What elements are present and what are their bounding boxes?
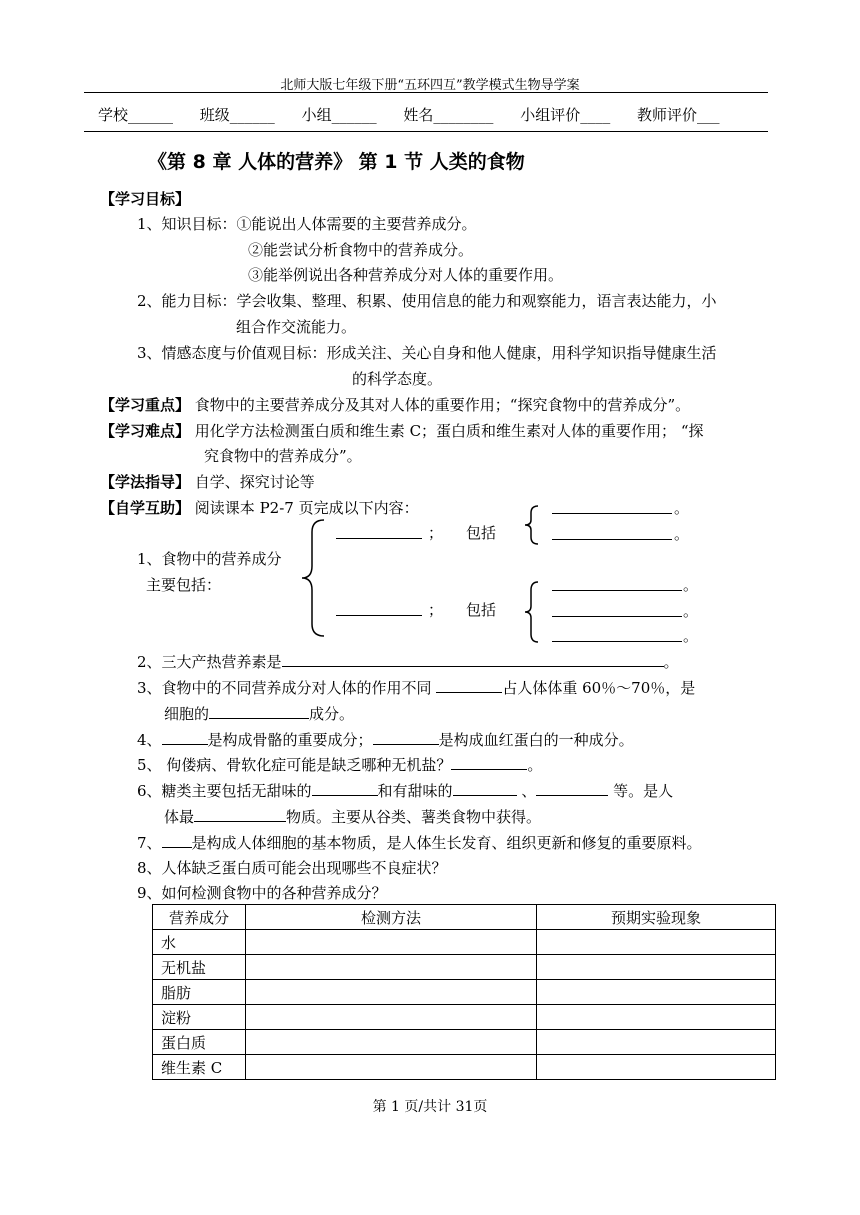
q1-dot-1: 。 [674, 499, 690, 517]
class-field[interactable]: 班级______ [199, 106, 275, 124]
goal-1c: ③能举例说出各种营养成分对人体的重要作用。 [248, 266, 564, 284]
student-info-row [98, 104, 742, 125]
q7 [137, 832, 702, 853]
name-field[interactable]: 姓名________ [403, 106, 494, 124]
header-phenomenon: 预期实验现象 [537, 905, 776, 930]
difficult-heading: 【学习难点】 [100, 422, 191, 440]
goal-2b: 组合作交流能力。 [236, 318, 357, 336]
row-label: 脂肪 [153, 980, 246, 1005]
q5-text: 5、 佝偻病、骨软化症可能是缺乏哪种无机盐？ [137, 756, 452, 774]
q1-text: 1、食物中的营养成分 [137, 550, 282, 568]
phenomenon-cell[interactable] [537, 1055, 776, 1080]
q1-sub-blank-5[interactable] [552, 641, 682, 642]
q4-text-c: 是构成血红蛋白的一种成分。 [438, 731, 634, 749]
q5 [137, 754, 542, 775]
table-row [153, 1055, 776, 1080]
row-label: 无机盐 [153, 955, 246, 980]
q6-text-b: 和有甜味的 [377, 782, 453, 800]
method-cell[interactable] [246, 980, 537, 1005]
q3-blank-2[interactable] [209, 704, 309, 719]
q1-text-b: 主要包括： [146, 576, 222, 594]
q4-blank-1[interactable] [162, 730, 208, 745]
method-text: 自学、探究讨论等 [194, 473, 315, 491]
phenomenon-cell[interactable] [537, 1005, 776, 1030]
q6-blank-3[interactable] [536, 781, 608, 796]
method-cell[interactable] [246, 1030, 537, 1055]
q6 [137, 780, 673, 801]
method-cell[interactable] [246, 930, 537, 955]
q6-text-a: 6、糖类主要包括无甜味的 [137, 782, 312, 800]
brace-icon [522, 580, 542, 644]
group-eval-field[interactable]: 小组评价____ [520, 106, 611, 124]
q2-dot: 。 [663, 653, 679, 671]
goal-1b: ②能尝试分析食物中的营养成分。 [248, 241, 474, 259]
q5-dot: 。 [527, 756, 543, 774]
q4-text-a: 4、 [137, 731, 162, 749]
table-header-row [153, 905, 776, 930]
q6-text-d: 等。是人 [608, 782, 674, 800]
method-cell[interactable] [246, 1055, 537, 1080]
q2-blank[interactable] [282, 652, 664, 667]
difficult-text: 用化学方法检测蛋白质和维生素 C；蛋白质和维生素对人体的重要作用； “探 [194, 422, 704, 440]
q7-text-b: 是构成人体细胞的基本物质，是人体生长发育、组织更新和修复的重要原料。 [191, 834, 702, 852]
phenomenon-cell[interactable] [537, 955, 776, 980]
table-row [153, 955, 776, 980]
q3-text-d: 成分。 [309, 705, 355, 723]
phenomenon-cell[interactable] [537, 930, 776, 955]
q8: 8、人体缺乏蛋白质可能会出现哪些不良症状？ [137, 859, 447, 877]
q6-blank-1[interactable] [312, 781, 378, 796]
school-field[interactable]: 学校______ [98, 106, 174, 124]
nutrient-test-table [152, 904, 776, 1080]
q3-text-c: 细胞的 [164, 705, 210, 723]
q1-blank-1[interactable] [336, 538, 422, 539]
q1-include-1: 包括 [466, 524, 497, 542]
q1-include-2: 包括 [466, 601, 497, 619]
q2 [137, 651, 679, 672]
table-row [153, 930, 776, 955]
method-guide [100, 471, 315, 492]
header-method: 检测方法 [246, 905, 537, 930]
row-label: 维生素 C [153, 1055, 246, 1080]
info-rule [84, 131, 768, 132]
q6-blank-4[interactable] [194, 807, 286, 822]
row-label: 淀粉 [153, 1005, 246, 1030]
key-points [100, 394, 690, 415]
goals-heading: 【学习目标】 [100, 190, 191, 208]
q1-sub-blank-4[interactable] [552, 616, 682, 617]
table-row [153, 980, 776, 1005]
q3-blank-1[interactable] [436, 678, 502, 693]
goal-2: 2、能力目标：学会收集、整理、积累、使用信息的能力和观察能力，语言表达能力，小 [137, 292, 717, 310]
method-cell[interactable] [246, 955, 537, 980]
page-header: 北师大版七年级下册“五环四互”教学模式生物导学案 [280, 78, 580, 93]
q2-text: 2、三大产热营养素是 [137, 653, 282, 671]
q4 [137, 729, 634, 750]
q1-semi-2: ； [428, 601, 444, 619]
big-brace-icon [300, 518, 330, 638]
difficult-points [100, 420, 703, 441]
q1-blank-2[interactable] [336, 615, 422, 616]
brace-icon [522, 504, 542, 546]
method-heading: 【学法指导】 [100, 473, 191, 491]
self-heading: 【自学互助】 [100, 499, 191, 517]
header-nutrient: 营养成分 [153, 905, 246, 930]
difficult-text-2: 究食物中的营养成分”。 [204, 447, 362, 465]
group-field[interactable]: 小组______ [301, 106, 377, 124]
q3-text-a: 3、食物中的不同营养成分对人体的作用不同 [137, 679, 437, 697]
q3-text-b: 占人体体重 60％～70％，是 [502, 679, 696, 697]
method-cell[interactable] [246, 1005, 537, 1030]
header-rule [84, 92, 768, 93]
self-text: 阅读课本 P2-7 页完成以下内容： [194, 499, 419, 517]
goal-1: 1、知识目标：①能说出人体需要的主要营养成分。 [137, 215, 477, 233]
goal-3b: 的科学态度。 [352, 370, 443, 388]
table-row [153, 1030, 776, 1055]
q7-blank[interactable] [162, 833, 192, 848]
key-heading: 【学习重点】 [100, 396, 191, 414]
q9: 9、如何检测食物中的各种营养成分？ [137, 884, 387, 902]
q1-dot-2: 。 [674, 525, 690, 543]
goal-3: 3、情感态度与价值观目标：形成关注、关心自身和他人健康，用科学知识指导健康生活 [137, 344, 717, 362]
q5-blank[interactable] [451, 755, 527, 770]
q4-blank-2[interactable] [373, 730, 439, 745]
q1-dot-3: 。 [683, 576, 699, 594]
q6-text-f: 物质。主要从谷类、薯类食物中获得。 [286, 808, 542, 826]
table-row [153, 1005, 776, 1030]
q1-sub-blank-3[interactable] [552, 590, 682, 591]
q7-text-a: 7、 [137, 834, 162, 852]
row-label: 蛋白质 [153, 1030, 246, 1055]
q1-sub-blank-2[interactable] [552, 539, 672, 540]
q3 [137, 677, 695, 698]
q1-dot-5: 。 [683, 627, 699, 645]
q6-text-e: 体最 [164, 808, 195, 826]
page-title: 《第 8 章 人体的营养》 第 1 节 人类的食物 [148, 151, 525, 173]
row-label: 水 [153, 930, 246, 955]
page-footer: 第 1 页/共计 31页 [372, 1099, 488, 1115]
q6-blank-2[interactable] [453, 781, 517, 796]
self-study [100, 497, 419, 518]
teacher-eval-field[interactable]: 教师评价___ [636, 106, 720, 124]
key-text: 食物中的主要营养成分及其对人体的重要作用；“探究食物中的营养成分”。 [194, 396, 691, 414]
phenomenon-cell[interactable] [537, 980, 776, 1005]
q6-text-c: 、 [516, 782, 537, 800]
q1-sub-blank-1[interactable] [552, 513, 672, 514]
q1-dot-4: 。 [683, 602, 699, 620]
q4-text-b: 是构成骨骼的重要成分； [207, 731, 373, 749]
q3-line-2 [164, 703, 354, 724]
q1-semi-1: ； [428, 524, 444, 542]
phenomenon-cell[interactable] [537, 1030, 776, 1055]
q6-line-2 [164, 806, 541, 827]
